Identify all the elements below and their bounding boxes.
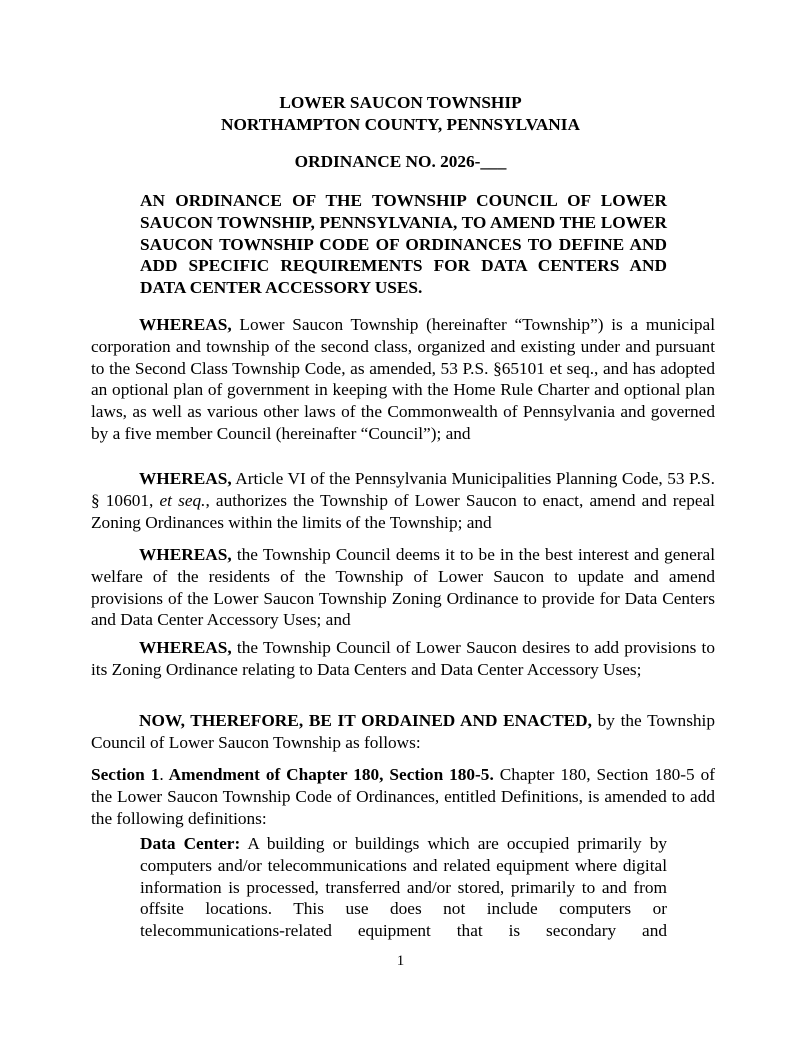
recital-township bbox=[91, 314, 715, 445]
recital-desires bbox=[91, 637, 715, 681]
definition-term: Data Center: bbox=[140, 834, 241, 853]
township-name: LOWER SAUCON TOWNSHIP bbox=[279, 93, 522, 112]
section-1 bbox=[91, 764, 715, 829]
recital-text: Article VI of the Pennsylvania Municipalities Planning Code, 53 P.S. § 10601, bbox=[91, 469, 715, 510]
section-text: Chapter 180, Section 180-5 of the Lower Saucon Township Code of Ordinances, entitled Definitions, is amended to add the following definitions: bbox=[91, 765, 715, 828]
ordinance-number: ORDINANCE NO. 2026-___ bbox=[294, 152, 507, 171]
section-label: Section 1 bbox=[91, 765, 160, 784]
recital-lead: WHEREAS, bbox=[139, 469, 232, 488]
recital-lead: WHEREAS, bbox=[139, 545, 232, 564]
recital-text: Lower Saucon Township (hereinafter “Township”) is a municipal corporation and township of the second class, organized and existing under and pursuant to the Second Class Township Code, as amended, 53 P.S. §65101 et seq., and has adopted an optional plan of government in keeping with the Home Rule Charter and optional plan laws, as well as various other laws of the Commonwealth of Pennsylvania and governed by a five member Council (hereinafter “Council”); and bbox=[91, 315, 715, 443]
enacting-clause bbox=[91, 710, 715, 754]
recital-lead: WHEREAS, bbox=[139, 315, 232, 334]
definition-text: A building or buildings which are occupied primarily by computers and/or telecommunications and related equipment where digital information is processed, transferred and/or stored, primarily to and from offsite locations. This use does not include computers or telecommunications-related equipment that is secondary and bbox=[140, 834, 667, 941]
recital-welfare bbox=[91, 544, 715, 631]
recital-text: the Township Council of Lower Saucon desires to add provisions to its Zoning Ordinance relating to Data Centers and Data Center Accessory Uses; bbox=[91, 638, 715, 679]
enacting-text: by the Township Council of Lower Saucon Township as follows: bbox=[91, 711, 716, 752]
county-state: NORTHAMPTON COUNTY, PENNSYLVANIA bbox=[221, 115, 580, 134]
recital-text: the Township Council deems it to be in the best interest and general welfare of the residents of the Township of Lower Saucon to update and amend provisions of the Lower Saucon Township Zoning Ordinance to provide for Data Centers and Data Center Accessory Uses; and bbox=[91, 545, 715, 630]
enacting-lead: NOW, THEREFORE, BE IT ORDAINED AND ENACTED, bbox=[139, 711, 592, 730]
section-dot: . bbox=[159, 765, 164, 784]
recital-italic: et seq. bbox=[159, 490, 206, 510]
ordinance-title: AN ORDINANCE OF THE TOWNSHIP COUNCIL OF LOWER SAUCON TOWNSHIP, PENNSYLVANIA, TO AMEND THE LOWER SAUCON TOWNSHIP CODE OF ORDINANCES TO DEFINE AND ADD SPECIFIC REQUIREMENTS FOR DATA CENTERS AND DATA CENTER ACCESSORY USES. bbox=[140, 191, 667, 298]
page-number: 1 bbox=[396, 953, 405, 969]
recital-text: , authorizes the Township of Lower Saucon to enact, amend and repeal Zoning Ordinances within the limits of the Township; and bbox=[91, 490, 715, 532]
section-heading: Amendment of Chapter 180, Section 180-5. bbox=[163, 765, 494, 784]
recital-mpc bbox=[91, 468, 715, 533]
recital-lead: WHEREAS, bbox=[139, 638, 232, 657]
definition-data-center bbox=[140, 833, 667, 942]
